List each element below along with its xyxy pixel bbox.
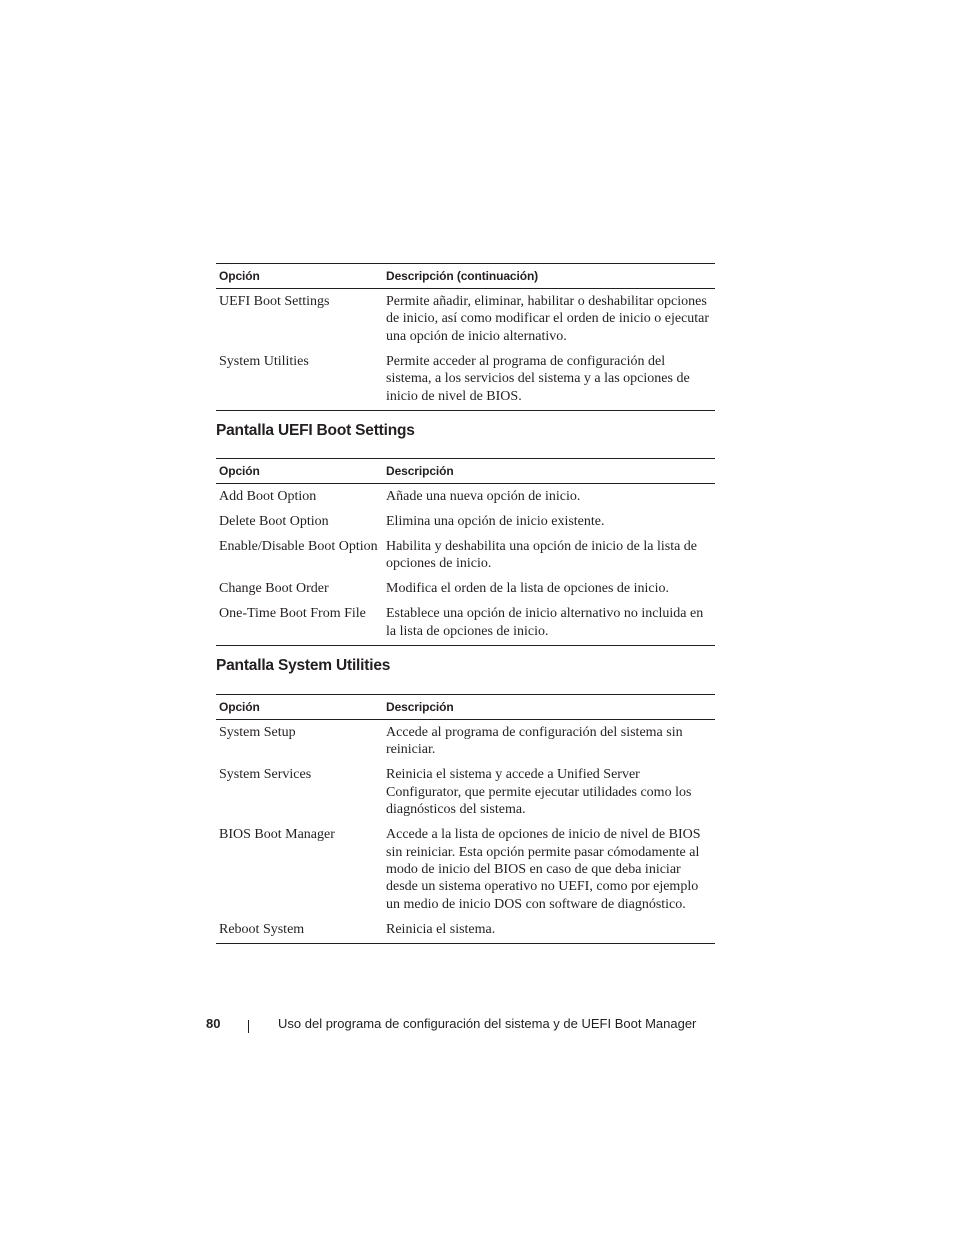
description-cell: Habilita y deshabilita una opción de inicio de la lista de opciones de inicio. [386, 539, 698, 572]
table-header [216, 263, 715, 289]
column-header-description: Descripción (continuación) [386, 269, 539, 283]
table-body [216, 720, 715, 944]
table-row [216, 724, 715, 759]
column-header-option: Opción [219, 464, 260, 478]
description-cell: Accede al programa de configuración del sistema sin reiniciar. [386, 725, 683, 758]
table-row [216, 353, 715, 405]
table-row [216, 921, 715, 938]
option-cell: Enable/Disable Boot Option [219, 539, 378, 554]
description-cell: Reinicia el sistema. [386, 921, 496, 937]
table-row [216, 766, 715, 818]
option-cell: One-Time Boot From File [219, 606, 366, 622]
table-row [216, 538, 715, 573]
option-cell: Change Boot Order [219, 581, 329, 597]
description-cell: Accede a la lista de opciones de inicio de nivel de BIOS sin reiniciar. Esta opción permite pasar cómodamente al modo de inicio del BIOS en caso de que deba iniciar desde un sistema operativo no UEFI, como por ejemplo un medio de inicio DOS con software de diagnóstico. [386, 827, 701, 912]
option-cell: System Utilities [219, 353, 309, 369]
column-header-description: Descripción [386, 464, 454, 478]
table-body [216, 289, 715, 411]
footer-divider [248, 1020, 249, 1033]
option-cell: BIOS Boot Manager [219, 827, 335, 843]
table-row [216, 826, 715, 913]
section-title-system-utilities: Pantalla System Utilities [216, 657, 391, 674]
system-utilities-table [216, 694, 715, 944]
options-table-continued [216, 263, 715, 411]
table-row [216, 605, 715, 640]
column-header-option: Opción [219, 269, 260, 283]
table-row [216, 488, 715, 505]
table-row [216, 293, 715, 345]
description-cell: Elimina una opción de inicio existente. [386, 514, 605, 529]
option-cell: UEFI Boot Settings [219, 294, 330, 309]
option-cell: Reboot System [219, 921, 305, 937]
option-cell: Add Boot Option [219, 489, 317, 504]
option-cell: Delete Boot Option [219, 514, 329, 529]
uefi-boot-settings-table [216, 458, 715, 646]
column-header-option: Opción [219, 700, 260, 714]
description-cell: Modifica el orden de la lista de opciones de inicio. [386, 581, 670, 597]
option-cell: System Setup [219, 725, 296, 740]
column-header-description: Descripción [386, 700, 454, 714]
description-cell: Establece una opción de inicio alternativo no incluida en la lista de opciones de inicio. [386, 606, 704, 639]
description-cell: Permite acceder al programa de configuración del sistema, a los servicios del sistema y a las opciones de inicio de nivel de BIOS. [386, 353, 690, 404]
description-cell: Añade una nueva opción de inicio. [386, 489, 581, 504]
description-cell: Reinicia el sistema y accede a Unified Server Configurator, que permite ejecutar utilidades como los diagnósticos del sistema. [386, 767, 692, 818]
table-row [216, 580, 715, 597]
table-header [216, 694, 715, 720]
page-footer [0, 1016, 954, 1036]
option-cell: System Services [219, 767, 312, 783]
table-body [216, 484, 715, 646]
table-header [216, 458, 715, 484]
footer-chapter-title: Uso del programa de configuración del sistema y de UEFI Boot Manager [278, 1016, 697, 1031]
description-cell: Permite añadir, eliminar, habilitar o deshabilitar opciones de inicio, así como modificar el orden de inicio o ejecutar una opción de inicio alternativo. [386, 294, 710, 344]
table-row [216, 513, 715, 530]
section-title-uefi-boot-settings: Pantalla UEFI Boot Settings [216, 422, 415, 439]
page-number: 80 [206, 1016, 221, 1031]
